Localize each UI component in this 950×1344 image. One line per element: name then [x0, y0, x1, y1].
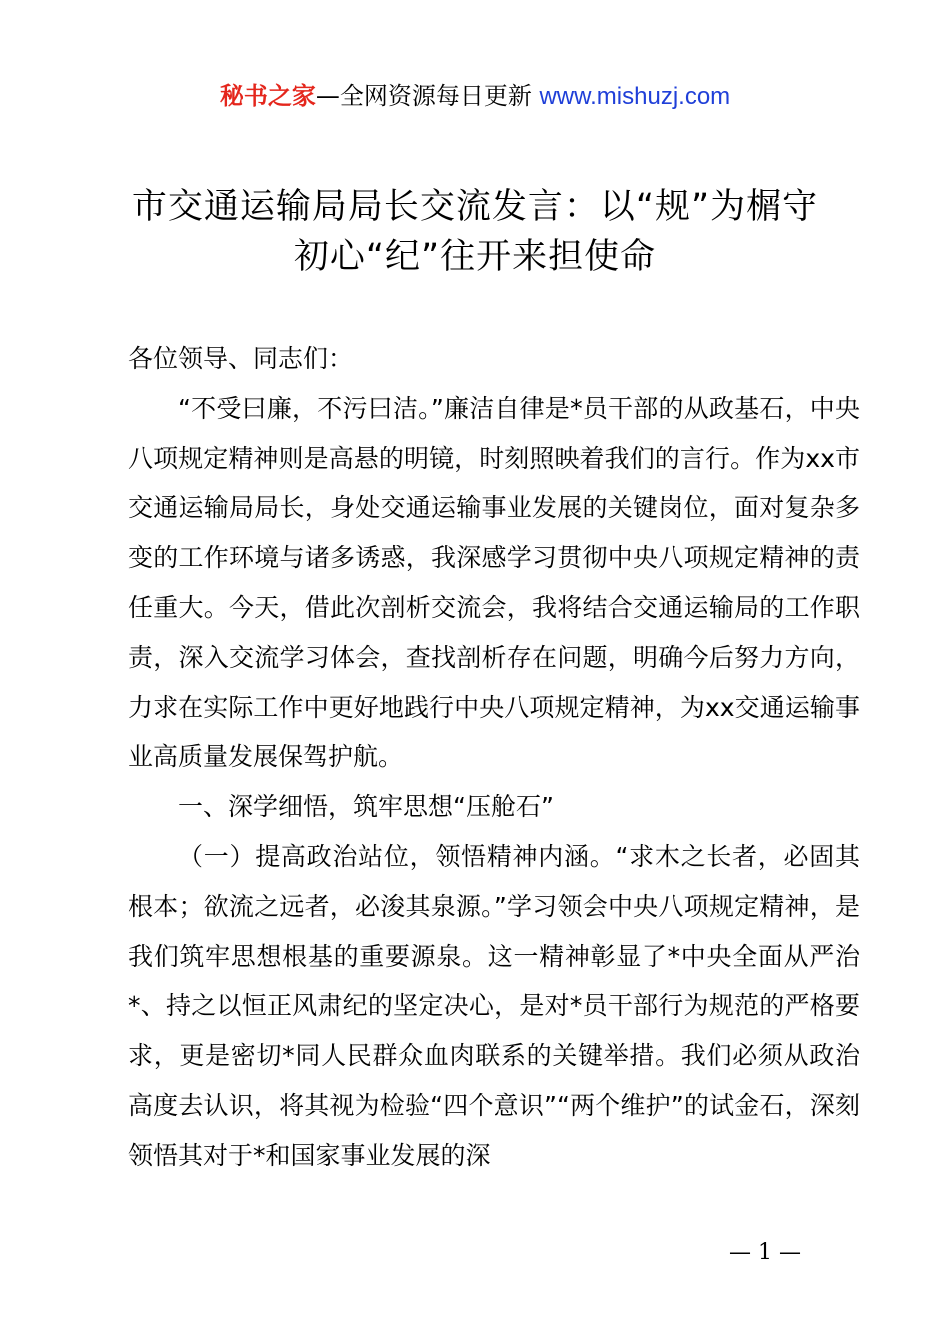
salutation: 各位领导、同志们： [128, 344, 354, 373]
title-line-2: 初心“纪”往开来担使命 [293, 237, 657, 277]
header-slogan: —全网资源每日更新 [315, 82, 540, 110]
site-url-link[interactable]: www.mishuzj.com [539, 83, 731, 110]
page-number: — 1 — [729, 1240, 801, 1265]
brand-name: 秘书之家 [219, 82, 316, 110]
site-header [0, 80, 950, 113]
paragraph-1-1: （一）提高政治站位，领悟精神内涵。“求木之长者，必固其根本；欲流之远者，必浚其泉源。”学习领会中央八项规定精神，是我们筑牢思想根基的重要源泉。这一精神彰显了*中央全面从严治*、持之以恒正风肃纪的坚定决心，是对*员干部行为规范的严格要求，更是密切*同人民群众血肉联系的关键举措。我们必须从政治高度去认识，将其视为检验“四个意识”“两个维护”的试金石，深刻领悟其对于*和国家事业发展的深 [128, 841, 860, 1170]
section-heading-1: 一、深学细悟，筑牢思想“压舱石” [178, 792, 554, 822]
title-line-1: 市交通运输局局长交流发言：以“规”为榍守 [131, 187, 819, 227]
document-title [90, 182, 860, 282]
document-body [128, 334, 860, 1181]
paragraph-intro: “不受曰廉，不污曰洁。”廉洁自律是*员干部的从政基石，中央八项规定精神则是高悬的明镜，时刻照映着我们的言行。作为xx市交通运输局局长，身处交通运输事业发展的关键岗位，面对复杂多变的工作环境与诸多诱惑，我深感学习贯彻中央八项规定精神的责任重大。今天，借此次剖析交流会，我将结合交通运输局的工作职责，深入交流学习体会，查找剖析存在问题，明确今后努力方向，力求在实际工作中更好地践行中央八项规定精神，为xx交通运输事业高质量发展保驾护航。 [128, 393, 860, 772]
